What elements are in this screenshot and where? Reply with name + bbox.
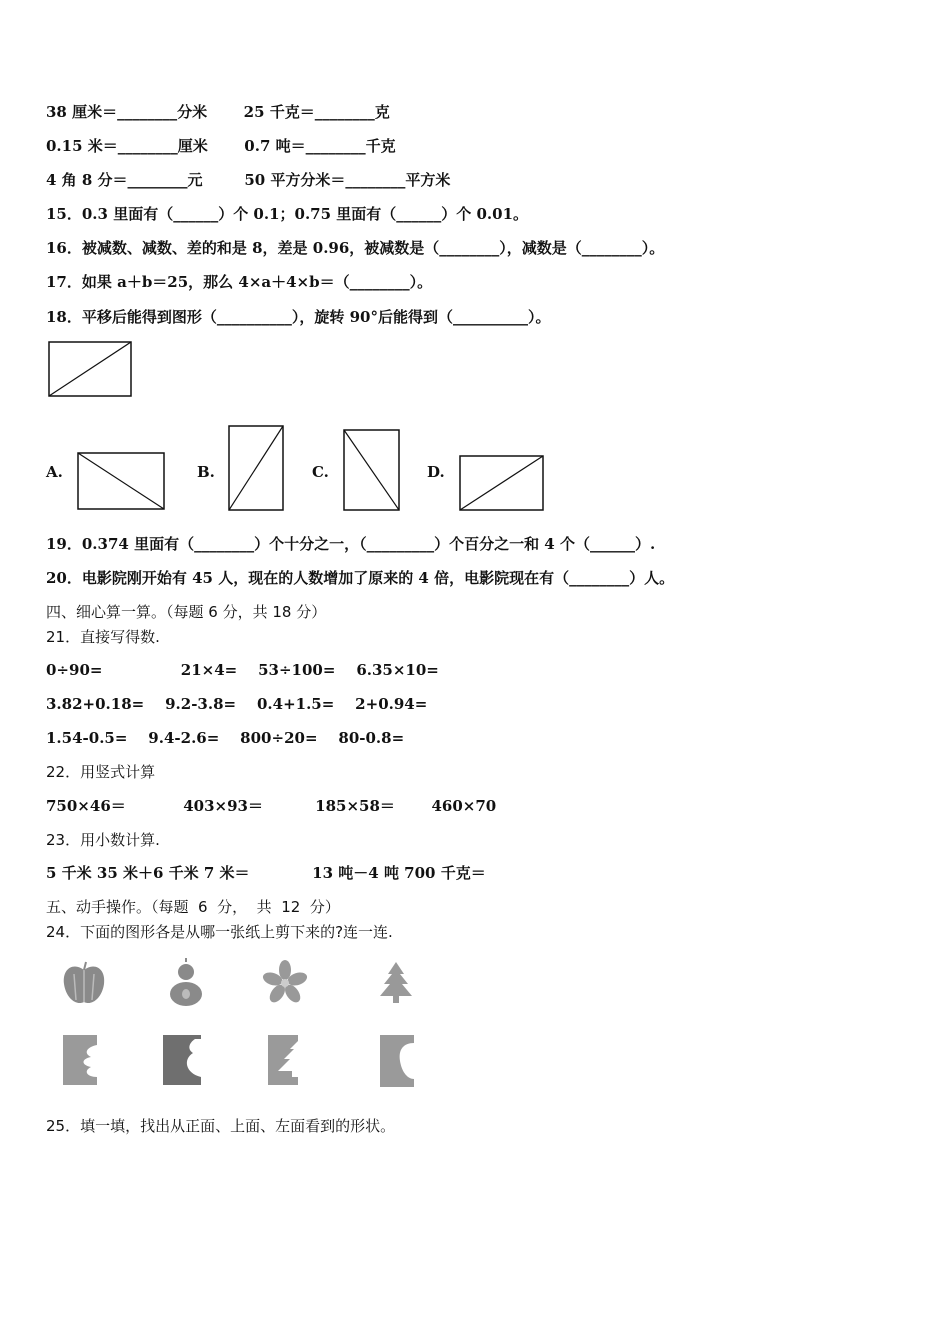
gourd-cutout-icon[interactable]	[164, 958, 208, 1008]
tree-cutout-icon[interactable]	[376, 960, 416, 1004]
option-c-label: C.	[312, 463, 329, 481]
question-21: 21．直接写得数.	[46, 628, 160, 646]
question-22: 22．用竖式计算	[46, 763, 156, 781]
question-25: 25．填一填，找出从正面、上面、左面看到的形状。	[46, 1117, 396, 1135]
paper-tree-half-icon[interactable]	[268, 1035, 298, 1085]
q21-row-2: 3.82+0.18= 9.2-3.8= 0.4+1.5= 2+0.94=	[46, 695, 428, 713]
option-a-figure[interactable]	[77, 452, 165, 510]
line-conversions-3: 4 角 8 分＝________元 50 平方分米＝________平方米	[46, 171, 451, 189]
question-16: 16．被减数、减数、差的和是 8，差是 0.96，被减数是（________），减数是（________）。	[46, 239, 665, 257]
q21-row-3: 1.54-0.5= 9.4-2.6= 800÷20= 80-0.8=	[46, 729, 405, 747]
line-conversions-2: 0.15 米＝________厘米 0.7 吨＝________千克	[46, 137, 396, 155]
paper-apple-half-icon[interactable]	[380, 1035, 414, 1087]
option-d-label: D.	[427, 463, 445, 481]
option-b-figure[interactable]	[228, 425, 284, 511]
question-20: 20．电影院刚开始有 45 人，现在的人数增加了原来的 4 倍，电影院现在有（________）人。	[46, 569, 675, 587]
question-23: 23．用小数计算.	[46, 831, 160, 849]
question-24: 24．下面的图形各是从哪一张纸上剪下来的?连一连.	[46, 923, 393, 941]
section-5-heading: 五、动手操作。（每题 6 分， 共 12 分）	[46, 898, 340, 916]
option-d-figure[interactable]	[459, 455, 544, 511]
paper-flower-half-icon[interactable]	[63, 1035, 97, 1085]
question-19: 19．0.374 里面有（________）个十分之一，（_________）个百分之一和 4 个（______）.	[46, 535, 656, 553]
question-18: 18．平移后能得到图形（__________），旋转 90°后能得到（__________）。	[46, 308, 551, 326]
apple-cutout-icon[interactable]	[60, 960, 108, 1008]
line-conversions-1: 38 厘米＝________分米 25 千克＝________克	[46, 103, 390, 121]
q22-row: 750×46＝ 403×93＝ 185×58＝ 460×70	[46, 797, 497, 815]
question-17: 17．如果 a＋b＝25，那么 4×a＋4×b＝（________）。	[46, 273, 433, 291]
section-4-heading: 四、细心算一算。（每题 6 分，共 18 分）	[46, 603, 327, 621]
q21-row-1: 0÷90= 21×4= 53÷100= 6.35×10=	[46, 661, 439, 679]
question-15: 15．0.3 里面有（______）个 0.1；0.75 里面有（______）个 0.01。	[46, 205, 529, 223]
option-c-figure[interactable]	[343, 429, 400, 511]
option-a-label: A.	[46, 463, 63, 481]
flower-cutout-icon[interactable]	[262, 960, 308, 1006]
option-b-label: B.	[197, 463, 215, 481]
q18-original-figure	[48, 341, 132, 397]
q23-row: 5 千米 35 米＋6 千米 7 米＝ 13 吨－4 吨 700 千克＝	[46, 864, 486, 882]
paper-gourd-half-icon[interactable]	[163, 1035, 201, 1085]
